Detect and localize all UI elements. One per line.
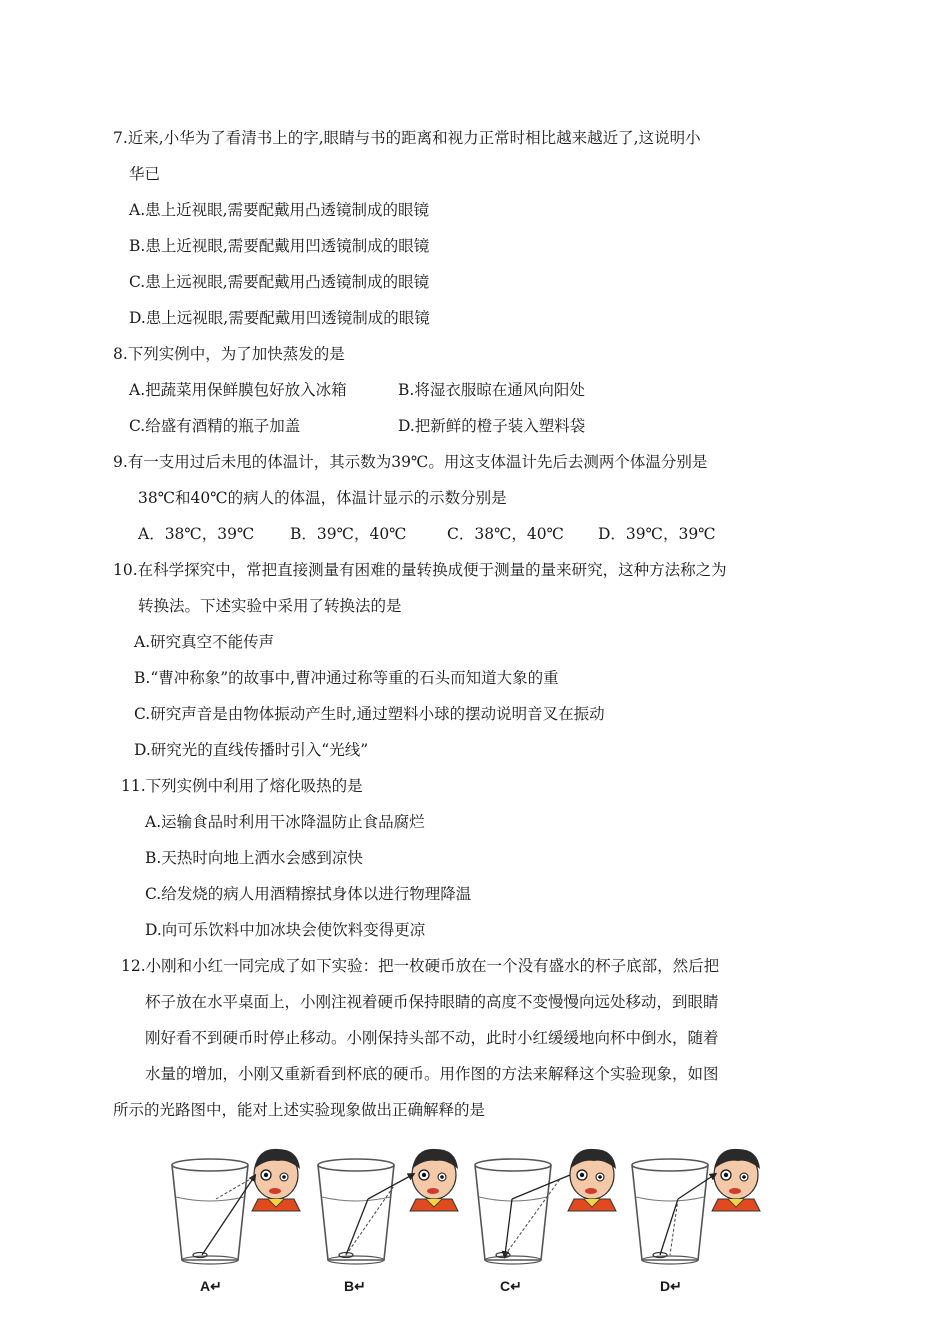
q8-stem: 8.下列实例中，为了加快蒸发的是 [113,345,345,363]
q12-stem-line4: 水量的增加，小刚又重新看到杯底的硬币。用作图的方法来解释这个实验现象，如图 [145,1065,719,1083]
q12-stem-line2: 杯子放在水平桌面上，小刚注视着硬币保持眼睛的高度不变慢慢向远处移动，到眼睛 [145,993,719,1011]
diagram-d-label: D↵ [660,1278,682,1294]
q11-option-b: B.天热时向地上洒水会感到凉快 [145,849,363,867]
q11-stem: 11.下列实例中利用了熔化吸热的是 [121,777,363,795]
q12-stem-line1: 12.小刚和小红一同完成了如下实验：把一枚硬币放在一个没有盛水的杯子底部，然后把 [121,957,720,975]
q11-option-a: A.运输食品时利用干冰降温防止食品腐烂 [145,813,425,831]
q7-option-c: C.患上远视眼,需要配戴用凸透镜制成的眼镜 [129,273,430,291]
q10-option-c: C.研究声音是由物体振动产生时,通过塑料小球的摆动说明音叉在振动 [134,705,605,723]
diagram-d [632,1149,760,1264]
q9-stem-line2: 38℃和40℃的病人的体温，体温计显示的示数分别是 [138,489,507,507]
q10-stem-line2: 转换法。下述实验中采用了转换法的是 [138,597,402,615]
q11-option-c: C.给发烧的病人用酒精擦拭身体以进行物理降温 [145,885,472,903]
diagram-c [475,1149,616,1264]
q8-option-b: B.将湿衣服晾在通风向阳处 [398,381,585,399]
q8-option-d: D.把新鲜的橙子装入塑料袋 [398,417,586,435]
q12-stem-line5: 所示的光路图中，能对上述实验现象做出正确解释的是 [113,1101,486,1119]
q9-option-d: D．39℃，39℃ [598,525,716,543]
diagram-a-label: A↵ [200,1278,222,1294]
q10-option-a: A.研究真空不能传声 [134,633,275,651]
q11-option-d: D.向可乐饮料中加冰块会使饮料变得更凉 [145,921,426,939]
q12-stem-line3: 刚好看不到硬币时停止移动。小刚保持头部不动，此时小红缓缓地向杯中倒水，随着 [145,1029,719,1047]
q9-option-b: B．39℃，40℃ [290,525,407,543]
q7-option-d: D.患上远视眼,需要配戴用凹透镜制成的眼镜 [129,309,430,327]
q9-option-a: A．38℃，39℃ [138,525,255,543]
q7-stem-line2: 华已 [129,165,161,183]
q7-stem-line1: 7.近来,小华为了看清书上的字,眼睛与书的距离和视力正常时相比越来越近了,这说明小 [113,129,701,147]
q10-option-b: B.“曹冲称象”的故事中,曹冲通过称等重的石头而知道大象的重 [134,669,559,687]
q8-option-a: A.把蔬菜用保鲜膜包好放入冰箱 [129,381,347,399]
diagram-b-label: B↵ [344,1278,366,1294]
diagram-c-label: C↵ [500,1278,522,1294]
q9-option-c: C．38℃，40℃ [447,525,564,543]
light-path-figure [160,1135,800,1305]
q7-option-a: A.患上近视眼,需要配戴用凸透镜制成的眼镜 [129,201,430,219]
q10-stem-line1: 10.在科学探究中，常把直接测量有困难的量转换成便于测量的量来研究，这种方法称之为 [113,561,727,579]
q10-option-d: D.研究光的直线传播时引入“光线” [134,741,369,759]
diagram-b [318,1149,458,1264]
light-path-diagrams [160,1135,800,1305]
diagram-a [172,1149,300,1264]
q7-option-b: B.患上近视眼,需要配戴用凹透镜制成的眼镜 [129,237,430,255]
q8-option-c: C.给盛有酒精的瓶子加盖 [129,417,301,435]
q9-stem-line1: 9.有一支用过后未甩的体温计，其示数为39℃。用这支体温计先后去测两个体温分别是 [113,453,708,471]
